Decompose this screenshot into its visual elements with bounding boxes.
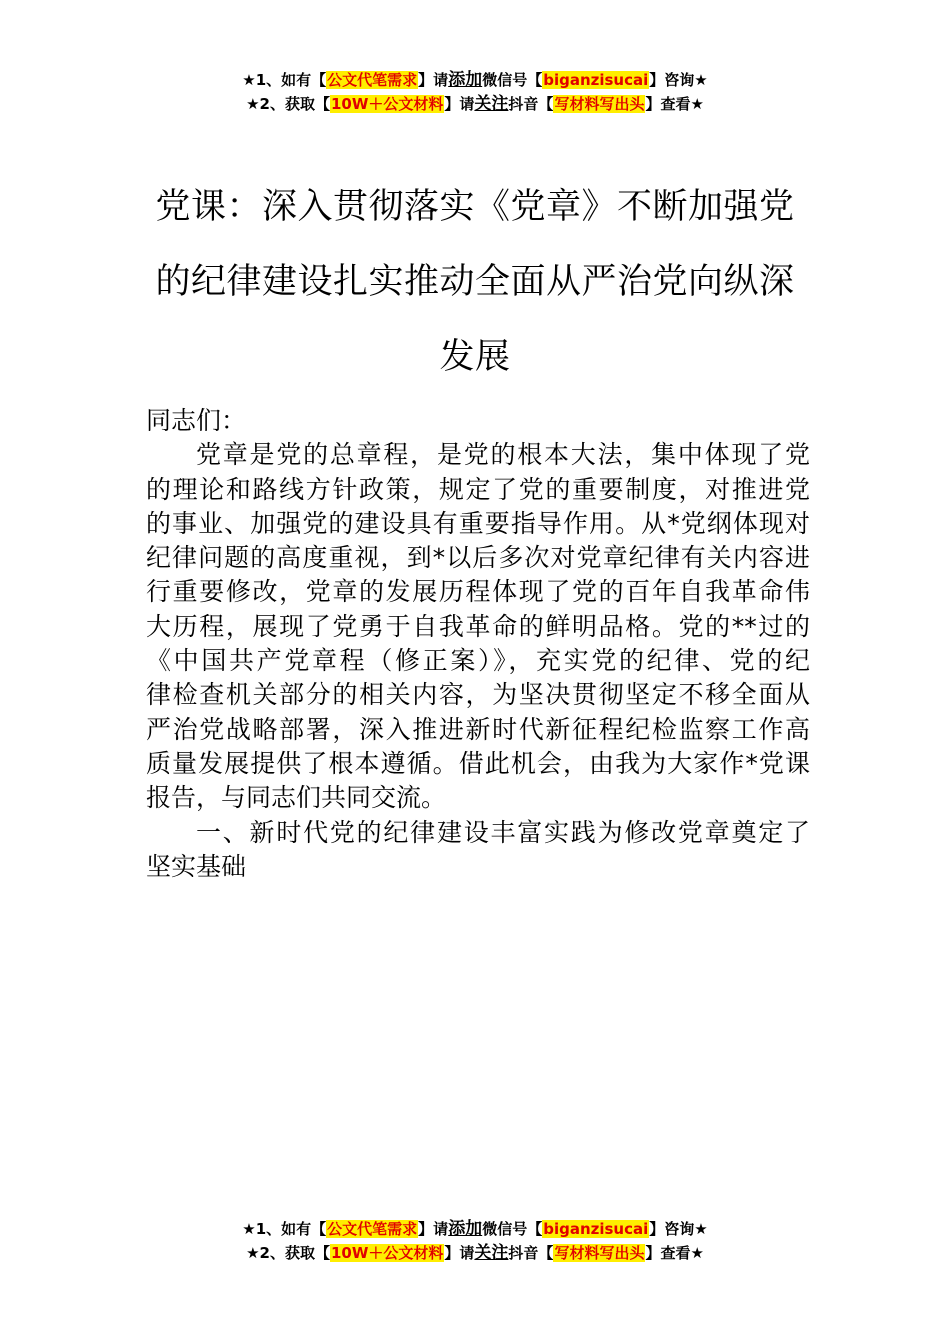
body-line: 的事业、加强党的建设具有重要指导作用。从*党纲体现对 — [146, 508, 810, 538]
body-line: 严治党战略部署，深入推进新时代新征程纪检监察工作高 — [146, 714, 810, 744]
promo-highlight-douyin-id: 写材料写出头 — [554, 1244, 645, 1262]
title-line: 的纪律建设扎实推动全面从严治党向纵深 — [155, 262, 795, 302]
body-line: 的理论和路线方针政策，规定了党的重要制度，对推进党 — [146, 474, 810, 504]
promo-line-1: ★1、如有【公文代笔需求】请添加微信号【biganzisucai】咨询★ — [242, 70, 708, 90]
footer-promo-banner — [0, 1217, 950, 1265]
document-body — [146, 404, 810, 884]
title-line: 发展 — [439, 337, 511, 377]
body-line: 质量发展提供了根本遵循。借此机会，由我为大家作*党课 — [146, 748, 810, 778]
section-heading-1-cont: 坚实基础 — [146, 851, 247, 881]
promo-highlight-service: 公文代笔需求 — [327, 1220, 418, 1238]
body-line: 律检查机关部分的相关内容，为坚决贯彻坚定不移全面从 — [146, 680, 810, 710]
promo-line-2: ★2、获取【10W＋公文材料】请关注抖音【写材料写出头】查看★ — [246, 1243, 704, 1263]
section-heading-1: 一、新时代党的纪律建设丰富实践为修改党章奠定了 — [196, 817, 810, 847]
body-line: 党章是党的总章程，是党的根本大法，集中体现了党 — [196, 440, 810, 470]
salutation: 同志们： — [146, 406, 247, 435]
promo-highlight-wechat-id: biganzisucai — [543, 71, 649, 89]
promo-highlight-materials: 10W＋公文材料 — [330, 95, 444, 113]
promo-line-2: ★2、获取【10W＋公文材料】请关注抖音【写材料写出头】查看★ — [246, 94, 704, 114]
document-title — [140, 170, 810, 395]
promo-highlight-service: 公文代笔需求 — [327, 71, 418, 89]
promo-highlight-wechat-id: biganzisucai — [543, 1220, 649, 1238]
header-promo-banner — [0, 68, 950, 116]
promo-highlight-materials: 10W＋公文材料 — [330, 1244, 444, 1262]
promo-highlight-douyin-id: 写材料写出头 — [554, 95, 645, 113]
body-line: 纪律问题的高度重视，到*以后多次对党章纪律有关内容进 — [146, 543, 810, 573]
promo-line-1: ★1、如有【公文代笔需求】请添加微信号【biganzisucai】咨询★ — [242, 1219, 708, 1239]
title-line: 党课：深入贯彻落实《党章》不断加强党 — [155, 187, 795, 227]
body-line: 大历程，展现了党勇于自我革命的鲜明品格。党的**过的 — [146, 611, 810, 641]
body-line: 报告，与同志们共同交流。 — [146, 783, 447, 813]
body-line: 《中国共产党章程（修正案）》，充实党的纪律、党的纪 — [146, 646, 810, 676]
body-line: 行重要修改，党章的发展历程体现了党的百年自我革命伟 — [146, 577, 810, 607]
